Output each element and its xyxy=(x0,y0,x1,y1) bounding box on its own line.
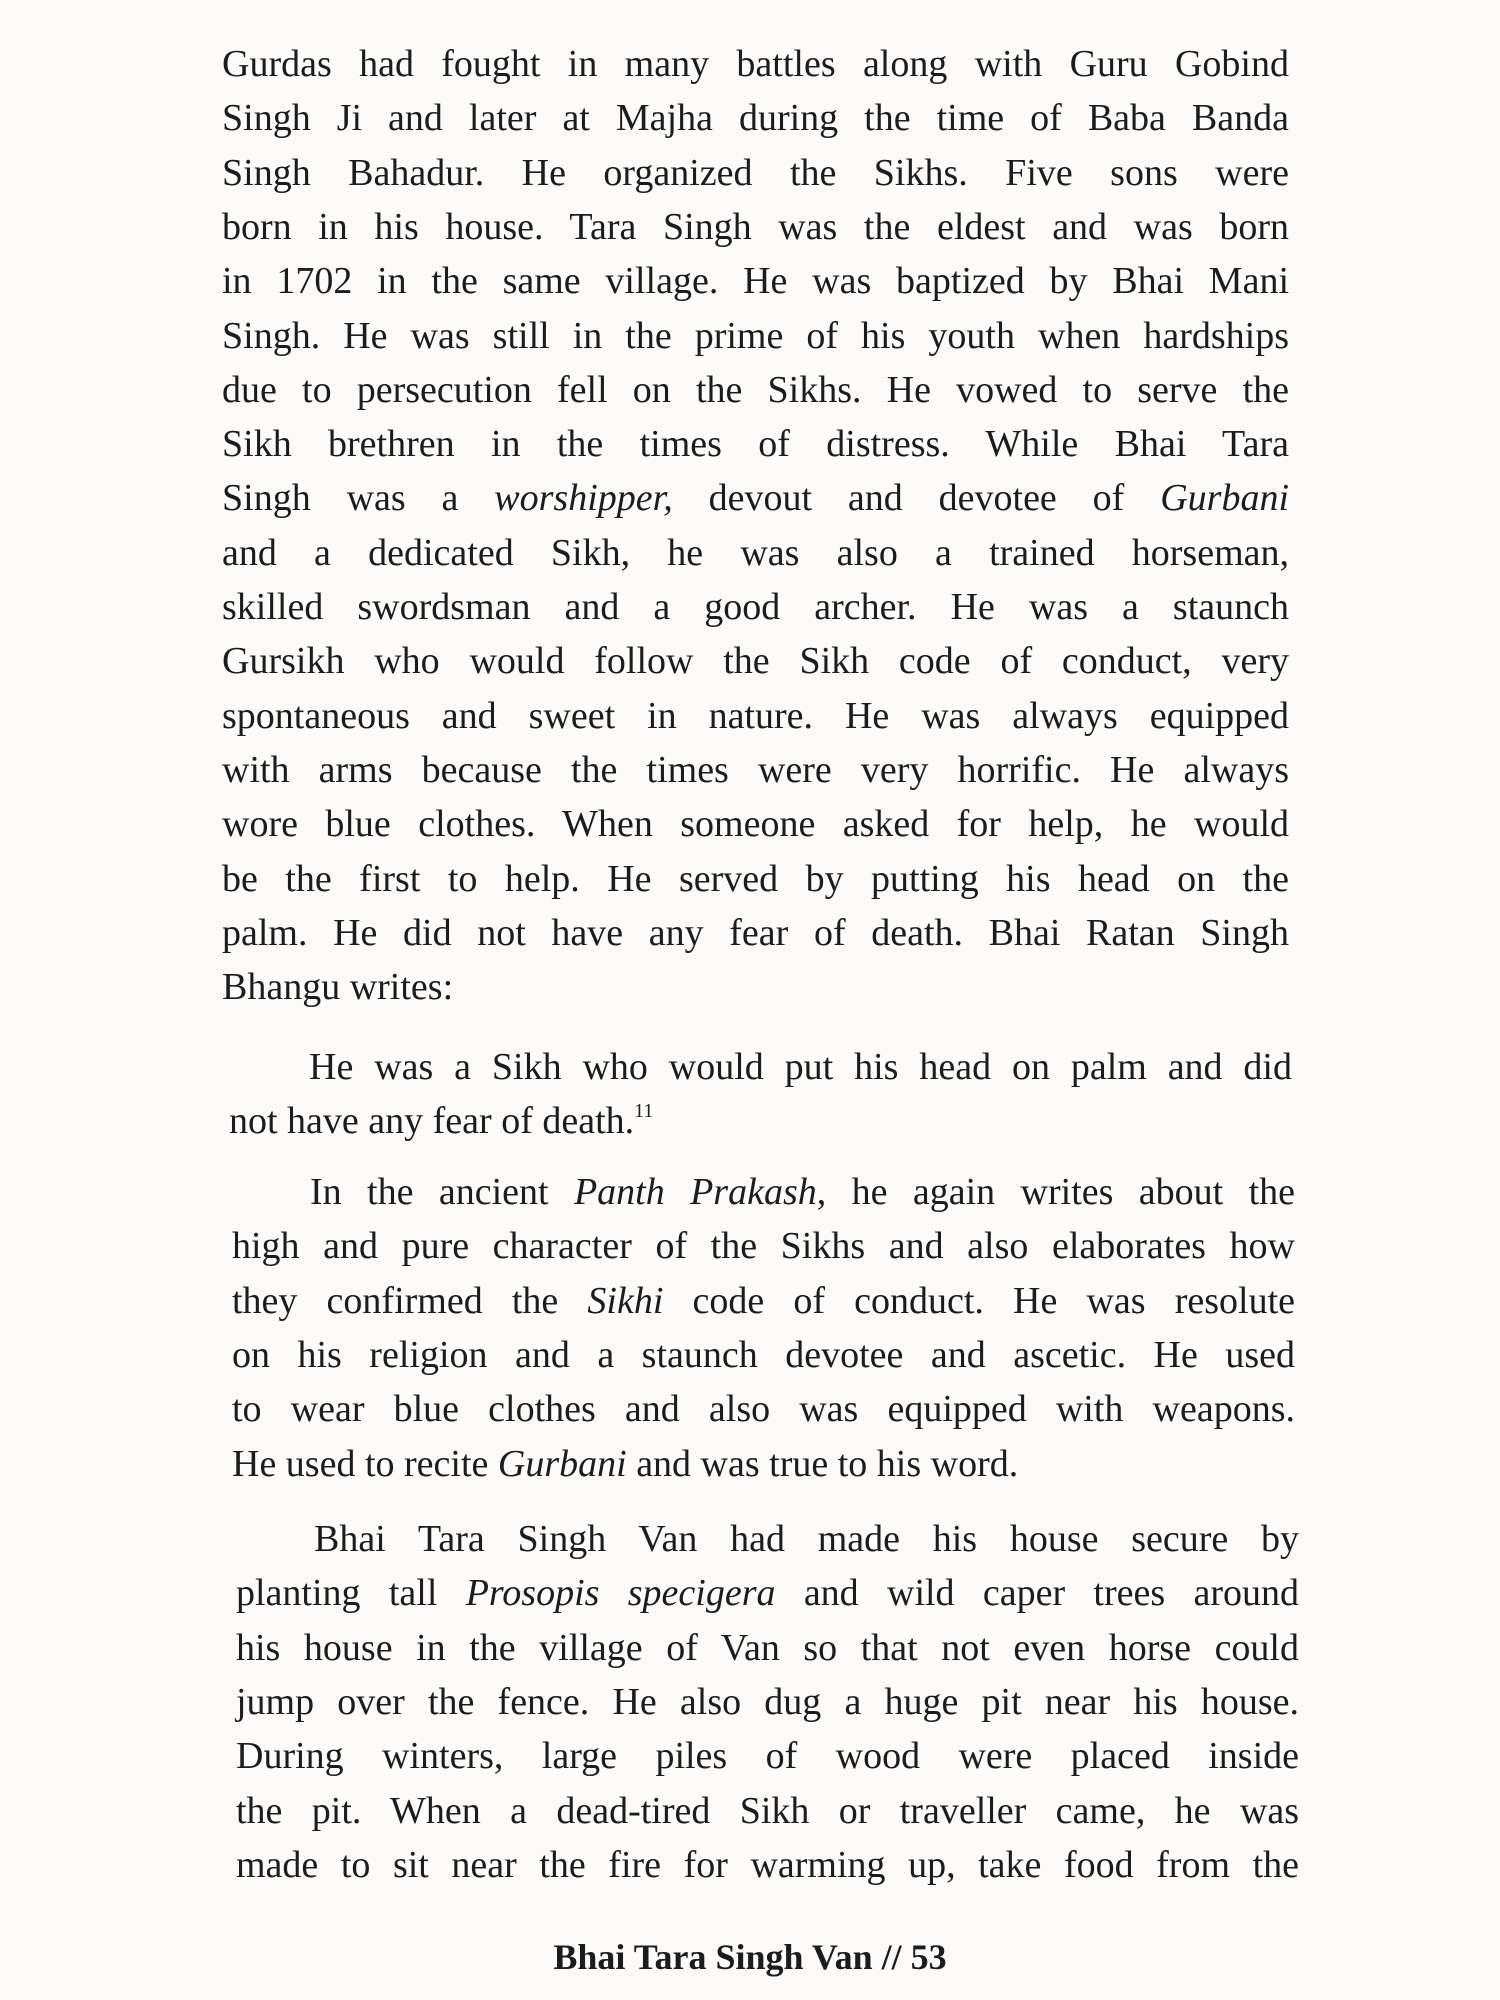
text-segment: In the ancient xyxy=(310,1171,574,1213)
paragraph-3-line xyxy=(236,1621,1299,1675)
paragraph-2-line xyxy=(232,1274,1295,1328)
text-segment: Singh was a xyxy=(222,477,495,520)
paragraph-1-line xyxy=(222,634,1289,688)
footnote-marker: 11 xyxy=(634,1100,654,1123)
paragraph-1-line xyxy=(222,37,1289,91)
text-segment: palm. He did not have any fear of death. Bhai Ratan Singh xyxy=(222,911,1289,954)
text-segment: made to sit near the fire for warming up, take food from the xyxy=(236,1843,1299,1886)
text-segment: Bhai Tara Singh Van had made his house secure by xyxy=(314,1518,1299,1560)
text-segment: born in his house. Tara Singh was the eldest and was born xyxy=(222,205,1289,248)
text-segment: During winters, large piles of wood were placed inside xyxy=(236,1735,1299,1778)
text-segment: they confirmed the xyxy=(232,1279,588,1322)
page-footer: Bhai Tara Singh Van // 53 xyxy=(553,1937,947,1977)
italic-text: Panth Prakash xyxy=(573,1171,817,1213)
text-segment: skilled swordsman and a good archer. He was a staunch xyxy=(222,586,1289,628)
text-segment: with arms because the times were very horrific. He always xyxy=(222,748,1289,791)
text-segment: Gursikh who would follow the Sikh code of conduct, very xyxy=(222,640,1289,683)
text-segment: He used to recite xyxy=(232,1442,498,1485)
paragraph-1-line xyxy=(222,417,1289,471)
text-segment: due to persecution fell on the Sikhs. He vowed to serve the xyxy=(222,368,1289,411)
paragraph-1-line xyxy=(222,689,1289,743)
text-segment: wore blue clothes. When someone asked for help, he would xyxy=(222,803,1289,846)
quote-line xyxy=(309,1040,1292,1094)
text-segment: and was true to his word. xyxy=(626,1442,1019,1485)
paragraph-2-line xyxy=(232,1437,1295,1491)
text-segment: code of conduct. He was resolute xyxy=(663,1279,1295,1322)
text-segment: Singh Ji and later at Majha during the time of Baba Banda xyxy=(222,97,1289,140)
paragraph-1-line xyxy=(222,146,1289,200)
italic-text: Sikhi xyxy=(587,1279,664,1322)
paragraph-2-line xyxy=(310,1165,1295,1219)
italic-text: Gurbani xyxy=(1160,477,1290,520)
paragraph-1-line xyxy=(222,906,1289,960)
paragraph-3-line xyxy=(236,1566,1299,1620)
text-segment: Singh Bahadur. He organized the Sikhs. Five sons were xyxy=(222,151,1289,194)
paragraph-1-line xyxy=(222,363,1289,417)
paragraph-1-line xyxy=(222,254,1289,308)
text-segment: the pit. When a dead-tired Sikh or traveller came, he was xyxy=(236,1789,1299,1832)
paragraph-1-line xyxy=(222,743,1289,797)
text-segment: Sikh brethren in the times of distress. While Bhai Tara xyxy=(222,423,1289,466)
text-segment: Bhangu writes: xyxy=(222,966,454,1009)
text-segment: in 1702 in the same village. He was baptized by Bhai Mani xyxy=(222,260,1289,303)
text-segment: high and pure character of the Sikhs and also elaborates how xyxy=(232,1225,1295,1268)
paragraph-1-line xyxy=(222,91,1289,145)
italic-text: Prosopis specigera xyxy=(465,1572,776,1615)
italic-text: worshipper, xyxy=(494,477,673,520)
paragraph-3-line xyxy=(314,1512,1299,1566)
text-segment: He was a Sikh who would put his head on palm and did xyxy=(309,1046,1292,1088)
paragraph-1-line xyxy=(222,309,1289,363)
text-segment: and wild caper trees around xyxy=(775,1572,1300,1615)
paragraph-3-line xyxy=(236,1729,1299,1783)
paragraph-3-line xyxy=(236,1838,1299,1892)
text-segment: be the first to help. He served by putting his head on the xyxy=(222,857,1289,900)
paragraph-3-line xyxy=(236,1675,1299,1729)
text-segment: and a dedicated Sikh, he was also a trained horseman, xyxy=(222,531,1289,574)
paragraph-1-line xyxy=(222,960,1289,1014)
text-segment: spontaneous and sweet in nature. He was always equipped xyxy=(222,694,1289,737)
text-segment: not have any fear of death. xyxy=(229,1100,635,1143)
text-segment: devout and devotee of xyxy=(672,477,1161,520)
quote-line xyxy=(229,1094,1292,1148)
paragraph-2-line xyxy=(232,1219,1295,1273)
paragraph-2-line xyxy=(232,1328,1295,1382)
text-segment: his house in the village of Van so that not even horse could xyxy=(236,1626,1299,1669)
paragraph-1-line xyxy=(222,852,1289,906)
paragraph-2-line xyxy=(232,1382,1295,1436)
paragraph-1-line xyxy=(222,797,1289,851)
paragraph-1-line xyxy=(222,526,1289,580)
text-segment: jump over the fence. He also dug a huge pit near his house. xyxy=(236,1680,1299,1723)
italic-text: Gurbani xyxy=(497,1442,627,1485)
paragraph-1-line xyxy=(222,580,1289,634)
text-segment: Singh. He was still in the prime of his youth when hardships xyxy=(222,314,1289,357)
text-segment: to wear blue clothes and also was equipped with weapons. xyxy=(232,1388,1295,1431)
paragraph-1-line xyxy=(222,471,1289,525)
paragraph-3-line xyxy=(236,1784,1299,1838)
paragraph-1-line xyxy=(222,200,1289,254)
text-segment: , he again writes about the xyxy=(816,1171,1296,1213)
text-segment: on his religion and a staunch devotee and ascetic. He used xyxy=(232,1333,1295,1376)
text-segment: planting tall xyxy=(236,1572,466,1615)
text-segment: Gurdas had fought in many battles along with Guru Gobind xyxy=(222,43,1289,85)
